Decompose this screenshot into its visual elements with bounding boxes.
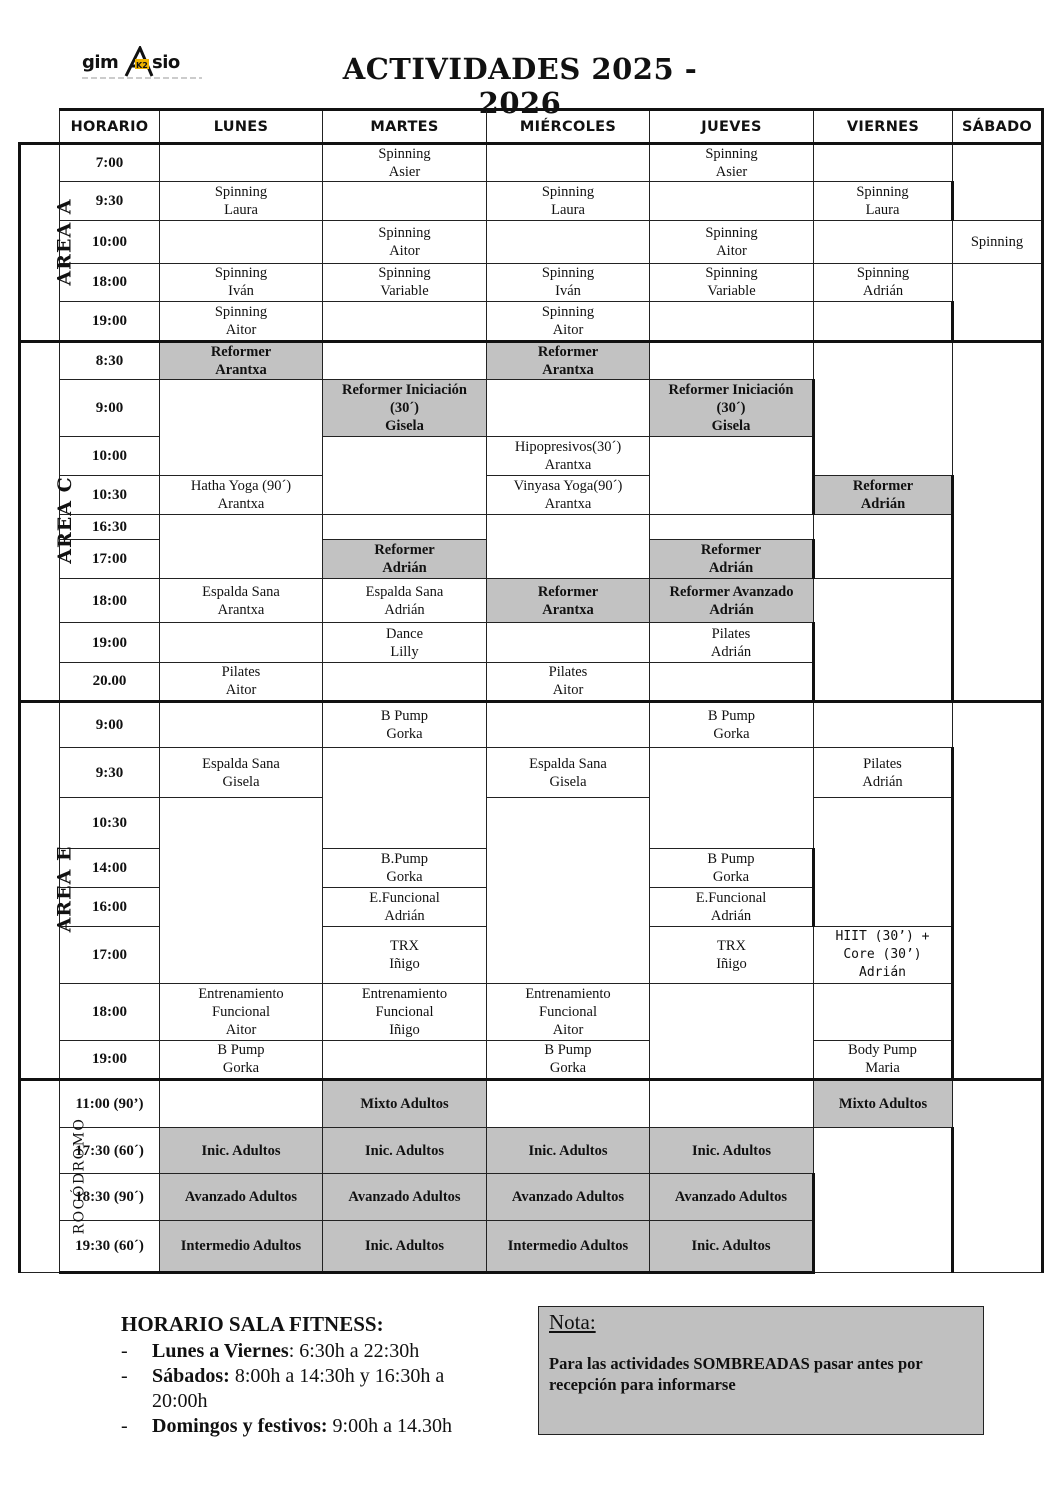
time-cell: 19:00 — [60, 1040, 160, 1079]
class-cell — [487, 1079, 650, 1127]
class-cell: Entrenamiento Funcional Aitor — [487, 984, 650, 1040]
class-cell: Avanzado Adultos — [650, 1174, 814, 1220]
class-cell — [160, 514, 323, 578]
area-label: AREA E — [20, 701, 60, 1079]
class-cell — [814, 798, 953, 927]
fitness-hours — [121, 1312, 501, 1439]
class-cell: B Pump Gorka — [650, 848, 814, 887]
class-cell: Spinning Adrián — [814, 263, 953, 301]
time-cell: 9:30 — [60, 748, 160, 798]
class-cell: Reformer Adrián — [323, 540, 487, 579]
class-cell — [953, 144, 1043, 221]
class-cell — [953, 263, 1043, 341]
time-cell: 9:30 — [60, 182, 160, 221]
class-cell: E.Funcional Adrián — [650, 887, 814, 926]
class-cell: Inic. Adultos — [650, 1128, 814, 1174]
time-cell: 16:30 — [60, 514, 160, 539]
class-cell — [650, 1079, 814, 1127]
class-cell: Vinyasa Yoga(90´) Arantxa — [487, 475, 650, 514]
class-cell — [650, 437, 814, 514]
class-cell: Spinning Laura — [814, 182, 953, 221]
class-cell: Inic. Adultos — [487, 1128, 650, 1174]
class-cell — [650, 662, 814, 701]
class-cell — [650, 514, 814, 539]
class-cell: Inic. Adultos — [650, 1220, 814, 1272]
class-cell: Avanzado Adultos — [323, 1174, 487, 1220]
class-cell: Spinning Iván — [160, 263, 323, 301]
fitness-item: - Lunes a Viernes: 6:30h a 22:30h — [121, 1340, 420, 1362]
time-cell: 10:30 — [60, 798, 160, 848]
class-cell: Body Pump Maria — [814, 1040, 953, 1079]
class-cell: Mixto Adultos — [814, 1079, 953, 1127]
class-cell — [814, 301, 953, 341]
class-cell — [487, 514, 650, 578]
time-cell: 19:00 — [60, 301, 160, 341]
time-cell: 9:00 — [60, 701, 160, 747]
class-cell — [650, 182, 814, 221]
class-cell — [814, 579, 953, 702]
class-cell — [323, 342, 487, 380]
class-cell: Avanzado Adultos — [487, 1174, 650, 1220]
class-cell — [487, 623, 650, 662]
class-cell — [323, 662, 487, 701]
time-cell: 18:00 — [60, 579, 160, 623]
class-cell: Entrenamiento Funcional Iñigo — [323, 984, 487, 1040]
class-cell — [160, 701, 323, 747]
time-cell: 17:30 (60´) — [60, 1128, 160, 1174]
class-cell: Reformer Arantxa — [160, 342, 323, 380]
class-cell — [487, 380, 650, 437]
class-cell — [160, 380, 323, 475]
class-cell: Espalda Sana Arantxa — [160, 579, 323, 623]
class-cell — [814, 1128, 953, 1273]
class-cell — [814, 701, 953, 747]
time-cell: 18:30 (90´) — [60, 1174, 160, 1220]
class-cell: Entrenamiento Funcional Aitor — [160, 984, 323, 1040]
class-cell: Inic. Adultos — [323, 1220, 487, 1272]
class-cell: Spinning Variable — [323, 263, 487, 301]
class-cell: Intermedio Adultos — [487, 1220, 650, 1272]
class-cell: TRX Iñigo — [323, 927, 487, 984]
class-cell — [160, 623, 323, 662]
col-viernes: VIERNES — [814, 110, 953, 144]
class-cell: Hipopresivos(30´) Arantxa — [487, 437, 650, 475]
class-cell: Spinning Laura — [487, 182, 650, 221]
class-cell: Reformer Arantxa — [487, 579, 650, 623]
class-cell — [160, 144, 323, 182]
nota-text: Para las actividades SOMBREADAS pasar antes por recepción para informarse — [549, 1354, 923, 1394]
class-cell: Spinning Asier — [323, 144, 487, 182]
time-cell: 10:00 — [60, 437, 160, 475]
class-cell: Spinning Iván — [487, 263, 650, 301]
time-cell: 19:00 — [60, 623, 160, 662]
class-cell: Pilates Aitor — [487, 662, 650, 701]
area-label: ROCÓDROMO — [20, 1079, 60, 1272]
class-cell — [160, 1079, 323, 1127]
class-cell — [953, 701, 1043, 1079]
class-cell: Reformer Arantxa — [487, 342, 650, 380]
col-martes: MARTES — [323, 110, 487, 144]
time-cell: 9:00 — [60, 380, 160, 437]
time-cell: 10:30 — [60, 475, 160, 514]
class-cell: Reformer Iniciación (30´) Gisela — [650, 380, 814, 437]
gimnasio-logo — [82, 46, 207, 84]
class-cell: Spinning — [953, 221, 1043, 263]
class-cell — [650, 748, 814, 849]
fitness-item: - Domingos y festivos: 9:00h a 14.30h — [121, 1415, 452, 1437]
time-cell: 8:30 — [60, 342, 160, 380]
class-cell: Espalda Sana Adrián — [323, 579, 487, 623]
class-cell: Pilates Aitor — [160, 662, 323, 701]
time-cell: 16:00 — [60, 887, 160, 926]
class-cell — [650, 984, 814, 1080]
class-cell — [487, 144, 650, 182]
class-cell: E.Funcional Adrián — [323, 887, 487, 926]
class-cell: Inic. Adultos — [160, 1128, 323, 1174]
fitness-title: HORARIO SALA FITNESS: — [121, 1312, 384, 1336]
class-cell: B Pump Gorka — [487, 1040, 650, 1079]
class-cell: Reformer Iniciación (30´) Gisela — [323, 380, 487, 437]
class-cell: Avanzado Adultos — [160, 1174, 323, 1220]
time-cell: 10:00 — [60, 221, 160, 263]
class-cell: Hatha Yoga (90´) Arantxa — [160, 475, 323, 514]
class-cell: B Pump Gorka — [160, 1040, 323, 1079]
class-cell: Espalda Sana Gisela — [487, 748, 650, 798]
class-cell: Spinning Laura — [160, 182, 323, 221]
class-cell: Dance Lilly — [323, 623, 487, 662]
class-cell: Spinning Aitor — [160, 301, 323, 341]
class-cell — [323, 437, 487, 514]
class-cell — [814, 514, 953, 578]
col-lunes: LUNES — [160, 110, 323, 144]
class-cell — [953, 342, 1043, 702]
time-cell: 7:00 — [60, 144, 160, 182]
area-label: AREA C — [20, 342, 60, 702]
class-cell: Pilates Adrián — [814, 748, 953, 798]
class-cell: B Pump Gorka — [323, 701, 487, 747]
page-title: ACTIVIDADES 2025 - 2026 — [342, 52, 698, 120]
class-cell — [650, 342, 814, 380]
time-cell: 20.00 — [60, 662, 160, 701]
nota-box — [538, 1306, 984, 1435]
class-cell — [487, 798, 650, 984]
time-cell: 17:00 — [60, 927, 160, 984]
svg-text:gim: gim — [82, 52, 119, 73]
fitness-item: - Sábados: 8:00h a 14:30h y 16:30h a 20:00h — [121, 1365, 445, 1412]
class-cell: Reformer Adrián — [650, 540, 814, 579]
class-cell: Spinning Aitor — [323, 221, 487, 263]
svg-text:sio: sio — [152, 52, 180, 73]
class-cell: Spinning Aitor — [487, 301, 650, 341]
class-cell: Pilates Adrián — [650, 623, 814, 662]
class-cell — [323, 514, 487, 539]
class-cell: Reformer Adrián — [814, 475, 953, 514]
class-cell — [323, 182, 487, 221]
class-cell: Spinning Asier — [650, 144, 814, 182]
time-cell: 14:00 — [60, 848, 160, 887]
class-cell: Spinning Aitor — [650, 221, 814, 263]
class-cell — [323, 1040, 487, 1079]
schedule-table — [18, 108, 1044, 1274]
class-cell: Espalda Sana Gisela — [160, 748, 323, 798]
corner-cell — [20, 110, 60, 144]
class-cell — [814, 984, 953, 1040]
class-cell: Inic. Adultos — [323, 1128, 487, 1174]
class-cell — [487, 221, 650, 263]
time-cell: 18:00 — [60, 263, 160, 301]
class-cell — [814, 221, 953, 263]
area-label: AREA A — [20, 144, 60, 342]
class-cell: TRX Iñigo — [650, 927, 814, 984]
col-jueves: JUEVES — [650, 110, 814, 144]
class-cell: Intermedio Adultos — [160, 1220, 323, 1272]
class-cell — [160, 798, 323, 984]
class-cell: Spinning Variable — [650, 263, 814, 301]
class-cell: Reformer Avanzado Adrián — [650, 579, 814, 623]
nota-label: Nota: — [549, 1310, 596, 1334]
class-cell: B Pump Gorka — [650, 701, 814, 747]
class-cell — [814, 144, 953, 182]
class-cell: B.Pump Gorka — [323, 848, 487, 887]
class-cell: HIIT (30’) + Core (30’) Adrián — [814, 927, 953, 984]
svg-text:K2: K2 — [136, 61, 148, 70]
time-cell: 19:30 (60´) — [60, 1220, 160, 1272]
class-cell — [953, 1079, 1043, 1272]
class-cell — [160, 221, 323, 263]
class-cell — [323, 301, 487, 341]
col-horario: HORARIO — [60, 110, 160, 144]
class-cell — [323, 748, 487, 849]
class-cell — [487, 701, 650, 747]
class-cell — [650, 301, 814, 341]
class-cell — [814, 342, 953, 476]
time-cell: 18:00 — [60, 984, 160, 1040]
col-miercoles: MIÉRCOLES — [487, 110, 650, 144]
col-sabado: SÁBADO — [953, 110, 1043, 144]
time-cell: 11:00 (90’) — [60, 1079, 160, 1127]
time-cell: 17:00 — [60, 540, 160, 579]
class-cell: Mixto Adultos — [323, 1079, 487, 1127]
